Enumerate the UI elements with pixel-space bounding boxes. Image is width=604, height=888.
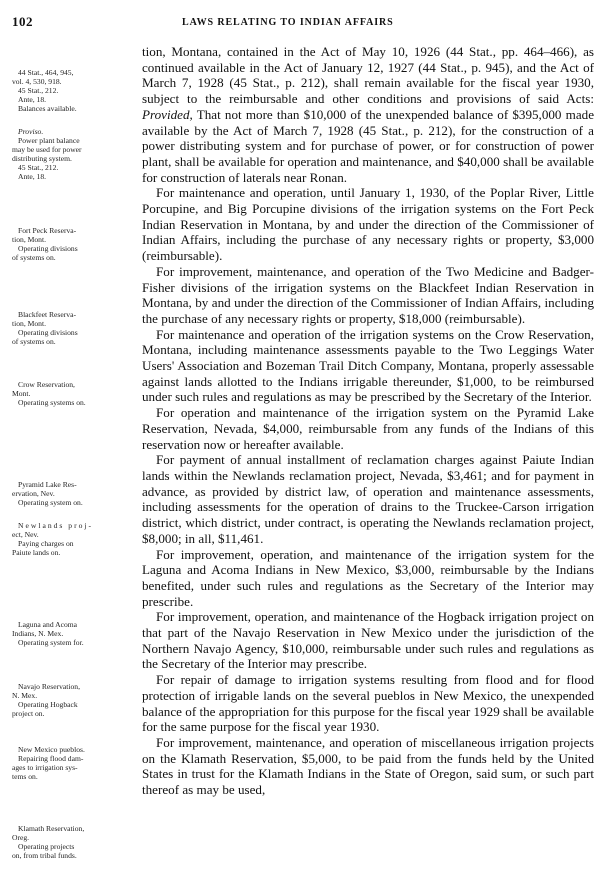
margin-note-line: Operating projects <box>18 842 75 851</box>
margin-note-line: Pyramid Lake Res- <box>18 480 77 489</box>
margin-note-line: N. Mex. <box>12 691 38 700</box>
margin-note-line: tems on. <box>12 772 38 781</box>
margin-note-line: ect, Nev. <box>12 530 39 539</box>
page-number: 102 <box>12 14 33 29</box>
margin-note-line: Operating system for. <box>18 638 84 647</box>
margin-note-line: Ante, 18. <box>18 172 47 181</box>
margin-note-line: of systems on. <box>12 337 56 346</box>
margin-note-proviso <box>12 127 135 181</box>
paragraph-pyramid-lake: For operation and maintenance of the irrigation system on the Pyramid Lake Reservation, Nevada, $4,000, reimbursable from any funds of the Indians of this reservation now or hereafter available. <box>142 405 594 452</box>
margin-note-line: New Mexico pueblos. <box>18 745 85 754</box>
margin-note-line: Operating divisions <box>18 328 78 337</box>
proviso-label: Provided, <box>142 106 193 122</box>
margin-note-line: Fort Peck Reserva- <box>18 226 77 235</box>
paragraph-new-mexico-pueblos: For repair of damage to irrigation systems resulting from flood and for flood protection of irrigable lands on the several pueblos in New Mexico, the unexpended balance of the appropriation for this purpose for the fiscal year 1929 shall be available for the same purpose for the fiscal year 1930. <box>142 672 594 735</box>
margin-note-line: Operating Hogback <box>18 700 78 709</box>
margin-note-line: Paiute lands on. <box>12 548 61 557</box>
margin-note-line: Oreg. <box>12 833 30 842</box>
margin-note-klamath <box>12 824 135 860</box>
margin-note-newlands <box>12 521 135 557</box>
paragraph-newlands: For payment of annual installment of reclamation charges against Paiute Indian lands within the Newlands reclamation project, Nevada, $3,461; and for payment in advance, as provided by district law, of operation and maintenance assessments, including assessments for the operation of drains to the Truckee-Carson irrigation district, which district, under contract, is operating the Newlands reclamation project, $8,000; in all, $11,461. <box>142 452 594 546</box>
margin-note-line: Klamath Reservation, <box>18 824 85 833</box>
margin-note-line: on, from tribal funds. <box>12 851 77 860</box>
margin-note-laguna-acoma <box>12 620 135 647</box>
paragraph-text: That not more than $10,000 of the unexpended balance of $395,000 made available by the Act of March 7, 1928 (45 Stat., p. 212), for the construction of a power distributing system and for purchase of power, or for construction of power plant, shall be available for operation and maintenance, and $40,000 shall be available for construction of laterals near Ronan. <box>142 106 594 185</box>
margin-note-line: Operating divisions <box>18 244 78 253</box>
paragraph-blackfeet: For improvement, maintenance, and operation of the Two Medicine and Badger-Fisher divisions of the irrigation systems on the Blackfeet Indian Reservation in Montana, by and under the direction of the Commissioner of Indian Affairs, including the purchase of any necessary rights or property, $18,000 (reimbursable). <box>142 263 594 326</box>
margin-note-line: Repairing flood dam- <box>18 754 84 763</box>
margin-note-balances <box>12 68 135 113</box>
margin-note-line: Crow Reservation, <box>18 380 75 389</box>
margin-note-line: 45 Stat., 212. <box>18 86 59 95</box>
margin-note-line: of systems on. <box>12 253 56 262</box>
paragraph-crow: For maintenance and operation of the irrigation systems on the Crow Reservation, Montana, including maintenance assessments payable to the Two Leggings Water Users' Association and Bozeman Trail Ditch Company, Montana, properly assessable against lands allotted to the Indians irrigable thereunder, $1,000, to be reimbursed under such rules and regulations as may be prescribed by the Secretary of the Interior. <box>142 326 594 405</box>
margin-note-line: tion, Mont. <box>12 319 46 328</box>
page-header <box>0 0 604 42</box>
running-head: LAWS RELATING TO INDIAN AFFAIRS <box>182 17 394 28</box>
margin-note-line: distributing system. <box>12 154 72 163</box>
margin-note-line: vol. 4, 530, 918. <box>12 77 62 86</box>
margin-note-pyramid-lake <box>12 480 135 507</box>
margin-note-blackfeet <box>12 310 135 346</box>
paragraph-klamath: For improvement, maintenance, and operation of miscellaneous irrigation projects on the Klamath Reservation, $5,000, to be paid from the funds held by the United States in trust for the Klamath Indians in the State of Oregon, said sum, or such part thereof as may be used, <box>142 734 594 798</box>
margin-note-line: may be used for power <box>12 145 82 154</box>
statute-body <box>142 44 594 798</box>
margin-note-line: tion, Mont. <box>12 235 46 244</box>
paragraph-text: tion, Montana, contained in the Act of May 10, 1926 (44 Stat., pp. 464–466), as continued available in the Act of January 12, 1927 (44 Stat., p. 945), and the Act of March 7, 1928 (45 Stat., p. 212), shall remain available for the fiscal year 1930, subject to the reimbursable and other conditions and provisions of said Acts: <box>142 44 594 107</box>
margin-note-line: Ante, 18. <box>18 95 47 104</box>
margin-note-navajo <box>12 682 135 718</box>
margin-note-line: Operating systems on. <box>18 398 86 407</box>
paragraph-fort-peck: For maintenance and operation, until January 1, 1930, of the Poplar River, Little Porcupine, and Big Porcupine divisions of the irrigation systems on the Fort Peck Indian Reservation in Montana, by and under the direction of the Commissioner of Indian Affairs, including the purchase of any necessary rights or property, $3,000 (reimbursable). <box>142 185 594 264</box>
margin-note-crow <box>12 380 135 407</box>
margin-note-line: Proviso. <box>18 127 44 136</box>
margin-note-line: Indians, N. Mex. <box>12 629 64 638</box>
margin-note-line: Navajo Reservation, <box>18 682 80 691</box>
margin-note-line: Blackfeet Reserva- <box>18 310 76 319</box>
margin-note-line: ages to irrigation sys- <box>12 763 78 772</box>
margin-note-line: Paying charges on <box>18 539 74 548</box>
margin-note-line: 44 Stat., 464, 945, <box>18 68 74 77</box>
margin-note-line: ervation, Nev. <box>12 489 55 498</box>
margin-note-line: Newlands proj- <box>18 521 94 530</box>
margin-note-line: Operating system on. <box>18 498 83 507</box>
margin-note-line: Mont. <box>12 389 31 398</box>
paragraph-flathead-continuation <box>142 44 594 185</box>
margin-note-line: Laguna and Acoma <box>18 620 78 629</box>
paragraph-navajo-hogback: For improvement, operation, and maintenance of the Hogback irrigation project on that part of the Navajo Reservation in New Mexico under the jurisdiction of the Northern Navajo Agency, $10,000, reimbursable under such rules and regulations as the Secretary of the Interior may prescribe. <box>142 609 594 672</box>
margin-note-line: Balances available. <box>18 104 77 113</box>
margin-note-fort-peck <box>12 226 135 262</box>
paragraph-laguna-acoma: For improvement, operation, and maintenance of the irrigation system for the Laguna and Acoma Indians in New Mexico, $3,000, reimbursable by the Indians benefited, under such rules and regulations as the Secretary of the Interior may prescribe. <box>142 546 594 609</box>
margin-note-line: Power plant balance <box>18 136 80 145</box>
margin-note-new-mexico-pueblos <box>12 745 135 781</box>
margin-note-line: 45 Stat., 212. <box>18 163 59 172</box>
margin-note-line: project on. <box>12 709 45 718</box>
